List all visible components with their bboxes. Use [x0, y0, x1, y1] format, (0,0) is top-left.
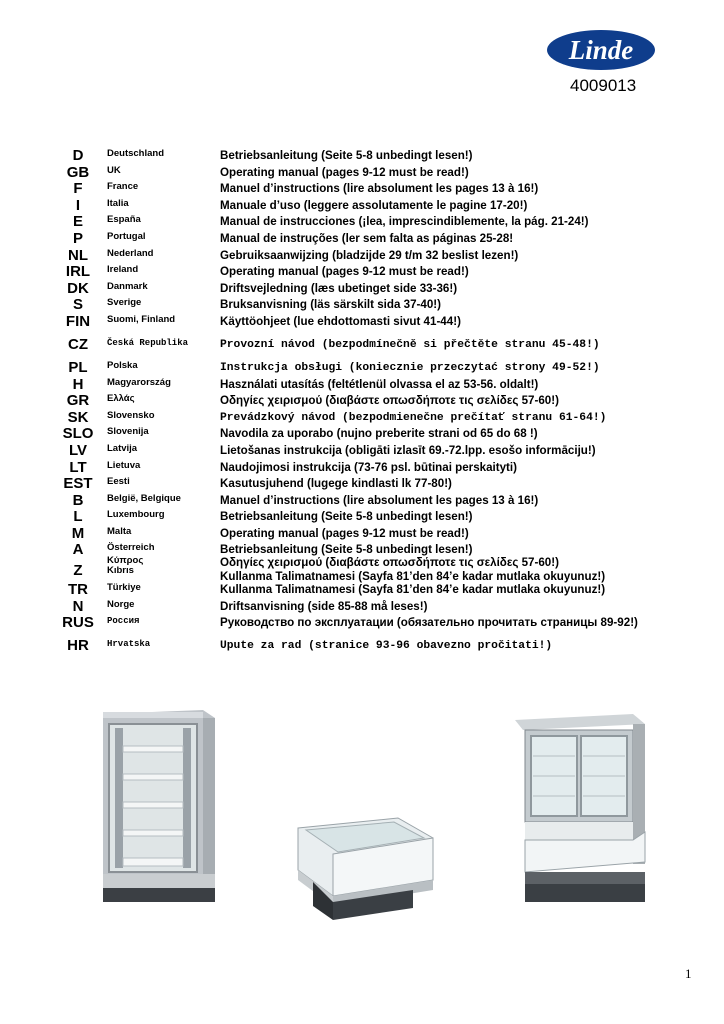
language-code: I	[75, 196, 81, 214]
country-name: Κύπρος Kıbrıs	[107, 555, 144, 577]
manual-instruction: Operating manual (pages 9-12 must be read!)	[220, 165, 469, 179]
manual-instruction: Lietošanas instrukcija (obligāti izlasīt 69.-72.lpp. esošo informāciju!)	[220, 443, 596, 457]
language-row-gb	[55, 165, 695, 182]
language-row-lt	[55, 460, 695, 477]
country-name: Magyarország	[107, 376, 171, 388]
language-code: SLO	[62, 425, 94, 443]
language-row-n	[55, 599, 695, 616]
manual-instruction: Οδηγίες χειρισμού (διαβάστε οπωσδήποτε τις σελίδες 57-60!) Kullanma Talimatnamesi (Sayfa 81’den 84’e kadar mutlaka okuyunuz!)	[220, 556, 606, 584]
manual-instruction: Manuel d’instructions (lire absolument les pages 13 à 16!)	[220, 493, 539, 507]
country-name: Ireland	[107, 264, 139, 276]
language-row-cz	[55, 337, 695, 360]
language-code: HR	[67, 637, 89, 655]
country-name: Hrvatska	[107, 639, 151, 650]
manual-instruction: Kullanma Talimatnamesi (Sayfa 81’den 84’e kadar mutlaka okuyunuz!)	[220, 583, 606, 597]
language-code: H	[72, 375, 84, 393]
island-freezer-image	[288, 810, 438, 927]
country-name: België, Belgique	[107, 492, 181, 504]
language-row-tr	[55, 582, 695, 599]
document-number: 4009013	[570, 76, 637, 95]
language-code: L	[73, 508, 83, 526]
country-name: Slovenija	[107, 426, 149, 438]
language-code: GR	[66, 392, 90, 410]
manual-instruction: Käyttöohjeet (lue ehdottomasti sivut 41-44!)	[220, 314, 461, 328]
manual-instruction: Instrukcja obsługi (koniecznie przeczytać strony 49-52!)	[220, 361, 600, 374]
country-name: Türkiye	[107, 582, 141, 594]
language-code: LV	[68, 441, 88, 459]
language-code: M	[71, 524, 85, 542]
manual-instruction: Driftsvejledning (læs ubetinget side 33-36!)	[220, 281, 458, 295]
manual-instruction: Οδηγίες χειρισμού (διαβάστε οπωσδήποτε τις σελίδες 57-60!)	[220, 394, 559, 408]
linde-logo	[545, 28, 657, 77]
manual-instruction: Руководство по эксплуатации (обязательно прочитать страницы 89-92!)	[220, 616, 638, 630]
language-row-i	[55, 198, 695, 215]
language-code: S	[72, 296, 83, 314]
manual-instruction: Navodila za uporabo (nujno preberite strani od 65 do 68 !)	[220, 427, 538, 441]
language-code: DK	[67, 279, 89, 297]
language-code: NL	[68, 246, 88, 264]
country-name: Eesti	[107, 476, 130, 488]
manual-instruction: Bruksanvisning (läs särskilt sida 37-40!)	[220, 298, 442, 312]
manual-instruction: Betriebsanleitung (Seite 5-8 unbedingt lesen!)	[220, 543, 473, 557]
country-name: Luxembourg	[107, 509, 165, 521]
manual-instruction: Operating manual (pages 9-12 must be read!)	[220, 265, 469, 279]
country-name: France	[107, 181, 139, 193]
language-code: D	[72, 147, 84, 164]
manual-instruction: Prevádzkový návod (bezpodmienečne prečítať stranu 61-64!)	[220, 411, 607, 424]
page-number: 1	[685, 966, 692, 981]
manual-instruction: Manuel d’instructions (lire absolument les pages 13 à 16!)	[220, 182, 539, 196]
country-name: Deutschland	[107, 148, 165, 159]
country-name: Sverige	[107, 297, 142, 309]
country-name: UK	[107, 164, 121, 176]
country-name: Česká Republika	[107, 337, 189, 348]
language-code: N	[72, 597, 84, 615]
manual-instruction: Provozní návod (bezpodmínečně si přečtěte stranu 45-48!)	[220, 338, 600, 351]
language-row-irl	[55, 264, 695, 281]
language-code: CZ	[68, 335, 88, 353]
language-code: TR	[68, 581, 88, 599]
manual-instruction: Gebruiksaanwijzing (bladzijde 29 t/m 32 beslist lezen!)	[220, 248, 519, 262]
manual-instruction: Operating manual (pages 9-12 must be read!)	[220, 526, 469, 540]
manual-instruction: Betriebsanleitung (Seite 5-8 unbedingt lesen!)	[220, 149, 473, 162]
language-row-l	[55, 509, 695, 526]
language-code: PL	[68, 358, 88, 376]
country-name: Suomi, Finland	[107, 313, 176, 325]
country-name: Norge	[107, 598, 135, 610]
manual-instruction: Használati utasítás (feltétlenül olvassa el az 53-56. oldalt!)	[220, 377, 539, 391]
language-code: SK	[67, 408, 89, 426]
language-code: IRL	[65, 263, 91, 281]
language-code: E	[72, 213, 83, 231]
language-row-fin	[55, 314, 695, 337]
country-name: Latvija	[107, 442, 138, 454]
language-row-hr	[55, 638, 695, 655]
language-code: B	[72, 491, 84, 509]
language-row-slo	[55, 426, 695, 443]
combined-display-freezer-image	[505, 712, 650, 909]
language-row-d	[55, 148, 695, 165]
language-code: FIN	[65, 312, 91, 330]
logo-text: Linde	[568, 35, 634, 65]
language-row-sk	[55, 410, 695, 427]
manual-instruction: Driftsanvisning (side 85-88 må leses!)	[220, 599, 428, 613]
country-name: Malta	[107, 525, 132, 537]
country-name: Österreich	[107, 542, 155, 554]
language-row-nl	[55, 248, 695, 265]
country-name: Nederland	[107, 247, 154, 259]
country-name: Lietuva	[107, 459, 141, 471]
language-table	[55, 148, 695, 655]
language-code: F	[73, 180, 83, 198]
language-row-f	[55, 181, 695, 198]
language-code: P	[72, 229, 83, 247]
language-row-dk	[55, 281, 695, 298]
upright-display-cabinet-image	[95, 708, 220, 908]
country-name: Portugal	[107, 230, 146, 242]
country-name: Ελλάς	[107, 393, 135, 405]
manual-instruction: Betriebsanleitung (Seite 5-8 unbedingt lesen!)	[220, 510, 473, 524]
country-name: Polska	[107, 359, 138, 371]
language-row-z	[55, 555, 695, 584]
language-row-h	[55, 377, 695, 394]
manual-instruction: Naudojimosi instrukcija (73-76 psl. būtinai perskaityti)	[220, 460, 518, 474]
manual-instruction: Manual de instrucciones (¡lea, imprescindiblemente, la pág. 21-24!)	[220, 215, 589, 229]
country-name: Россия	[107, 616, 140, 627]
language-row-rus	[55, 615, 695, 638]
language-code: LT	[69, 458, 87, 476]
language-code: Z	[73, 562, 83, 580]
manual-instruction: Upute za rad (stranice 93-96 obavezno pročitati!)	[220, 640, 553, 653]
language-row-e	[55, 214, 695, 231]
country-name: Slovensko	[107, 409, 155, 421]
language-code: EST	[63, 475, 93, 493]
language-code: RUS	[62, 614, 94, 632]
language-code: GB	[66, 163, 90, 181]
country-name: Danmark	[107, 280, 148, 292]
country-name: España	[107, 214, 141, 226]
country-name: Italia	[107, 197, 129, 209]
language-code: A	[72, 541, 84, 559]
language-row-lv	[55, 443, 695, 460]
manual-instruction: Manuale d’uso (leggere assolutamente le pagine 17-20!)	[220, 198, 528, 212]
manual-instruction: Kasutusjuhend (lugege kindlasti lk 77-80!)	[220, 477, 452, 491]
manual-instruction: Manual de instruções (ler sem falta as páginas 25-28!	[220, 231, 514, 245]
